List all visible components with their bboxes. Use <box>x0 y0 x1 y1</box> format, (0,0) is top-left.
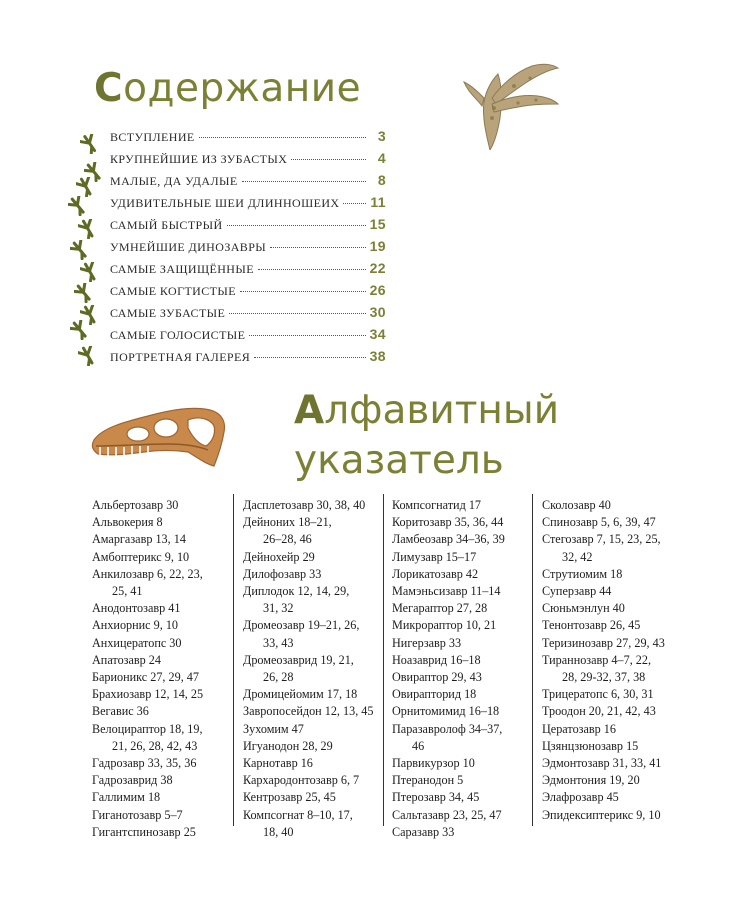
index-entry: Анхиорнис 9, 10 <box>92 618 179 633</box>
toc-item[interactable] <box>110 348 386 370</box>
index-entry: Орнитомимид 16–18 <box>392 704 500 719</box>
index-entry: Кентрозавр 25, 45 <box>243 790 336 805</box>
index-title-line2: указатель <box>294 438 504 483</box>
index-entry: Эдмонтония 19, 20 <box>542 773 640 788</box>
footprint-icon <box>80 262 100 282</box>
contents-title-initial: С <box>94 66 124 111</box>
index-entry: Анкилозавр 6, 22, 23, <box>92 566 203 581</box>
index-entry: Трицератопс 6, 30, 31 <box>542 687 654 702</box>
index-entry: Эдмонтозавр 31, 33, 41 <box>542 756 662 771</box>
index-entry: Лорикатозавр 42 <box>392 566 479 581</box>
index-title-initial: А <box>294 388 325 433</box>
toc-item[interactable] <box>110 260 386 282</box>
index-column <box>542 497 665 824</box>
toc-item-page: 19 <box>369 238 386 254</box>
toc-leader-dots <box>199 137 366 138</box>
toc-item-label: САМЫЕ КОГТИСТЫЕ <box>110 284 236 298</box>
toc-item-page: 11 <box>370 194 386 210</box>
toc-leader-dots <box>242 181 366 182</box>
index-entry-continuation: 26, 28 <box>263 670 294 685</box>
index-entry-continuation: 28, 29-32, 37, 38 <box>562 670 646 685</box>
dinosaur-skull-illustration <box>88 400 228 470</box>
index-entry: Сальтазавр 23, 25, 47 <box>392 807 502 822</box>
index-column <box>92 497 203 841</box>
toc-item-label: УДИВИТЕЛЬНЫЕ ШЕИ ДЛИННОШЕИХ <box>110 196 340 210</box>
index-entry: Гадрозавр 33, 35, 36 <box>92 756 197 771</box>
toc-leader-dots <box>258 269 366 270</box>
index-entry: Мамэньсизавр 11–14 <box>392 584 501 599</box>
toc-item[interactable] <box>110 304 386 326</box>
index-entry-continuation: 31, 32 <box>263 601 294 616</box>
index-entry: Диплодок 12, 14, 29, <box>243 584 350 599</box>
index-entry: Сюньмэнлун 40 <box>542 601 625 616</box>
index-entry: Карнотавр 16 <box>243 756 313 771</box>
toc-leader-dots <box>240 291 366 292</box>
toc-item[interactable] <box>110 194 386 216</box>
toc-leader-dots <box>229 313 365 314</box>
toc-item-page: 22 <box>369 260 386 276</box>
index-entry: Анодонтозавр 41 <box>92 601 181 616</box>
footprint-icon <box>70 320 90 340</box>
toc-item[interactable] <box>110 238 386 260</box>
index-entry: Гадрозаврид 38 <box>92 773 173 788</box>
index-entry: Альбертозавр 30 <box>92 498 179 512</box>
toc-item-page: 15 <box>369 216 386 232</box>
index-entry-continuation: 33, 43 <box>263 635 294 650</box>
index-entry: Теризинозавр 27, 29, 43 <box>542 635 665 650</box>
toc-item[interactable] <box>110 216 386 238</box>
index-entry: Вегавис 36 <box>92 704 149 719</box>
index-entry: Дилофозавр 33 <box>243 566 322 581</box>
footprint-icon <box>70 240 90 260</box>
index-entry: Альвокерия 8 <box>92 515 163 530</box>
index-entry: Кархародонтозавр 6, 7 <box>243 773 360 788</box>
toc-item[interactable] <box>110 326 386 348</box>
index-entry: Птерозавр 34, 45 <box>392 790 480 805</box>
index-entry-continuation: 46 <box>412 738 425 753</box>
footprint-icon <box>80 134 100 154</box>
footprint-icon <box>68 196 88 216</box>
index-entry: Игуанодон 28, 29 <box>243 738 333 753</box>
index-entry: Ноазаврид 16–18 <box>392 652 481 667</box>
index-entry: Суперзавр 44 <box>542 584 612 599</box>
contents-title-rest: одержание <box>123 66 362 111</box>
toc-item-page: 8 <box>377 172 386 188</box>
index-entry: Стегозавр 7, 15, 23, 25, <box>542 532 661 547</box>
index-entry: Амаргазавр 13, 14 <box>92 532 186 547</box>
toc-leader-dots <box>343 203 366 204</box>
toc-item-label: ПОРТРЕТНАЯ ГАЛЕРЕЯ <box>110 350 251 364</box>
toc-item-label: МАЛЫЕ, ДА УДАЛЫЕ <box>110 174 238 188</box>
index-entry: Парвикурзор 10 <box>392 756 475 771</box>
toc-item-label: КРУПНЕЙШИЕ ИЗ ЗУБАСТЫХ <box>110 152 288 166</box>
toc-item-label: САМЫЕ ЗАЩИЩЁННЫЕ <box>110 262 254 276</box>
toc-item-page: 38 <box>369 348 386 364</box>
index-entry: Сколозавр 40 <box>542 498 611 512</box>
toc-item-page: 3 <box>377 128 386 144</box>
index-entry: Зухомим 47 <box>243 721 304 736</box>
toc-item-page: 26 <box>369 282 386 298</box>
toc-item[interactable] <box>110 282 386 304</box>
index-entry: Анхицератопс 30 <box>92 635 182 650</box>
footprint-icon <box>78 219 98 239</box>
index-entry: Птеранодон 5 <box>392 773 464 788</box>
toc-leader-dots <box>249 335 365 336</box>
index-entry: Завропосейдон 12, 13, 45 <box>243 704 374 719</box>
toc-leader-dots <box>291 159 366 160</box>
index-entry: Дромеозаврид 19, 21, <box>243 652 354 667</box>
toc-leader-dots <box>254 357 365 358</box>
index-entry: Эпидексиптерикс 9, 10 <box>542 807 661 822</box>
index-entry: Элафрозавр 45 <box>542 790 619 805</box>
index-entry: Ламбеозавр 34–36, 39 <box>392 532 505 547</box>
toc-leader-dots <box>270 247 365 248</box>
toc-item-label: САМЫЕ ГОЛОСИСТЫЕ <box>110 328 246 342</box>
toc-item[interactable] <box>110 128 386 150</box>
index-entry: Лимузавр 15–17 <box>392 549 477 564</box>
index-entry: Паразавролоф 34–37, <box>392 721 503 736</box>
index-entry: Тираннозавр 4–7, 22, <box>542 652 652 667</box>
index-entry: Гигантспинозавр 25 <box>92 824 196 839</box>
toc-item-label: УМНЕЙШИЕ ДИНОЗАВРЫ <box>110 240 267 254</box>
column-divider <box>532 494 533 826</box>
footprint-icon <box>78 346 98 366</box>
toc-item-label: САМЫЕ ЗУБАСТЫЕ <box>110 306 226 320</box>
index-entry: Нигерзавр 33 <box>392 635 462 650</box>
index-title-line1: лфавитный <box>324 388 560 433</box>
index-entry: Коритозавр 35, 36, 44 <box>392 515 504 530</box>
index-entry: Велоцираптор 18, 19, <box>92 721 203 736</box>
column-divider <box>383 494 384 826</box>
index-entry: Тенонтозавр 26, 45 <box>542 618 641 633</box>
index-entry: Троодон 20, 21, 42, 43 <box>542 704 656 719</box>
index-entry: Дейнохейр 29 <box>243 549 315 564</box>
toc-item-page: 30 <box>369 304 386 320</box>
index-entry: Дромицейомим 17, 18 <box>243 687 358 702</box>
toc-leader-dots <box>227 225 366 226</box>
index-entry-continuation: 25, 41 <box>112 584 143 599</box>
index-entry: Дейноних 18–21, <box>243 515 332 530</box>
index-entry-continuation: 18, 40 <box>263 824 294 839</box>
table-of-contents <box>110 128 386 370</box>
toc-item-page: 34 <box>369 326 386 342</box>
index-entry: Брахиозавр 12, 14, 25 <box>92 687 204 702</box>
toc-item[interactable] <box>110 172 386 194</box>
index-entry: Струтиомим 18 <box>542 566 623 581</box>
index-entry: Гиганотозавр 5–7 <box>92 807 183 822</box>
index-entry: Галлимим 18 <box>92 790 161 805</box>
index-entry: Овирапторид 18 <box>392 687 477 702</box>
index-entry-continuation: 32, 42 <box>562 549 593 564</box>
index-entry: Компсогнатид 17 <box>392 498 482 512</box>
footprint-icon <box>74 283 94 303</box>
index-entry: Спинозавр 5, 6, 39, 47 <box>542 515 656 530</box>
index-entry-continuation: 21, 26, 28, 42, 43 <box>112 738 198 753</box>
index-entry: Мегараптор 27, 28 <box>392 601 488 616</box>
index-entry: Барионикс 27, 29, 47 <box>92 670 199 685</box>
footprint-icon <box>76 177 96 197</box>
index-entry-continuation: 26–28, 46 <box>263 532 312 547</box>
index-column <box>392 497 505 841</box>
index-entry: Микрораптор 10, 21 <box>392 618 497 633</box>
index-column <box>243 497 373 841</box>
index-entry: Дромеозавр 19–21, 26, <box>243 618 360 633</box>
toc-item-label: ВСТУПЛЕНИЕ <box>110 130 195 144</box>
index-entry: Саразавр 33 <box>392 824 455 839</box>
toc-item-page: 4 <box>377 150 386 166</box>
index-entry: Апатозавр 24 <box>92 652 161 667</box>
index-entry: Овираптор 29, 43 <box>392 670 482 685</box>
index-entry: Амбоптерикс 9, 10 <box>92 549 190 564</box>
index-title <box>294 386 559 486</box>
contents-title <box>94 66 361 111</box>
toc-item-label: САМЫЙ БЫСТРЫЙ <box>110 218 223 232</box>
index-entry: Цзянцзюнозавр 15 <box>542 738 639 753</box>
toc-item[interactable] <box>110 150 386 172</box>
index-entry: Цератозавр 16 <box>542 721 616 736</box>
index-entry: Компсогнат 8–10, 17, <box>243 807 353 822</box>
dinosaur-claw-illustration <box>462 58 560 150</box>
index-entry: Дасплетозавр 30, 38, 40 <box>243 498 366 512</box>
column-divider <box>233 494 234 826</box>
